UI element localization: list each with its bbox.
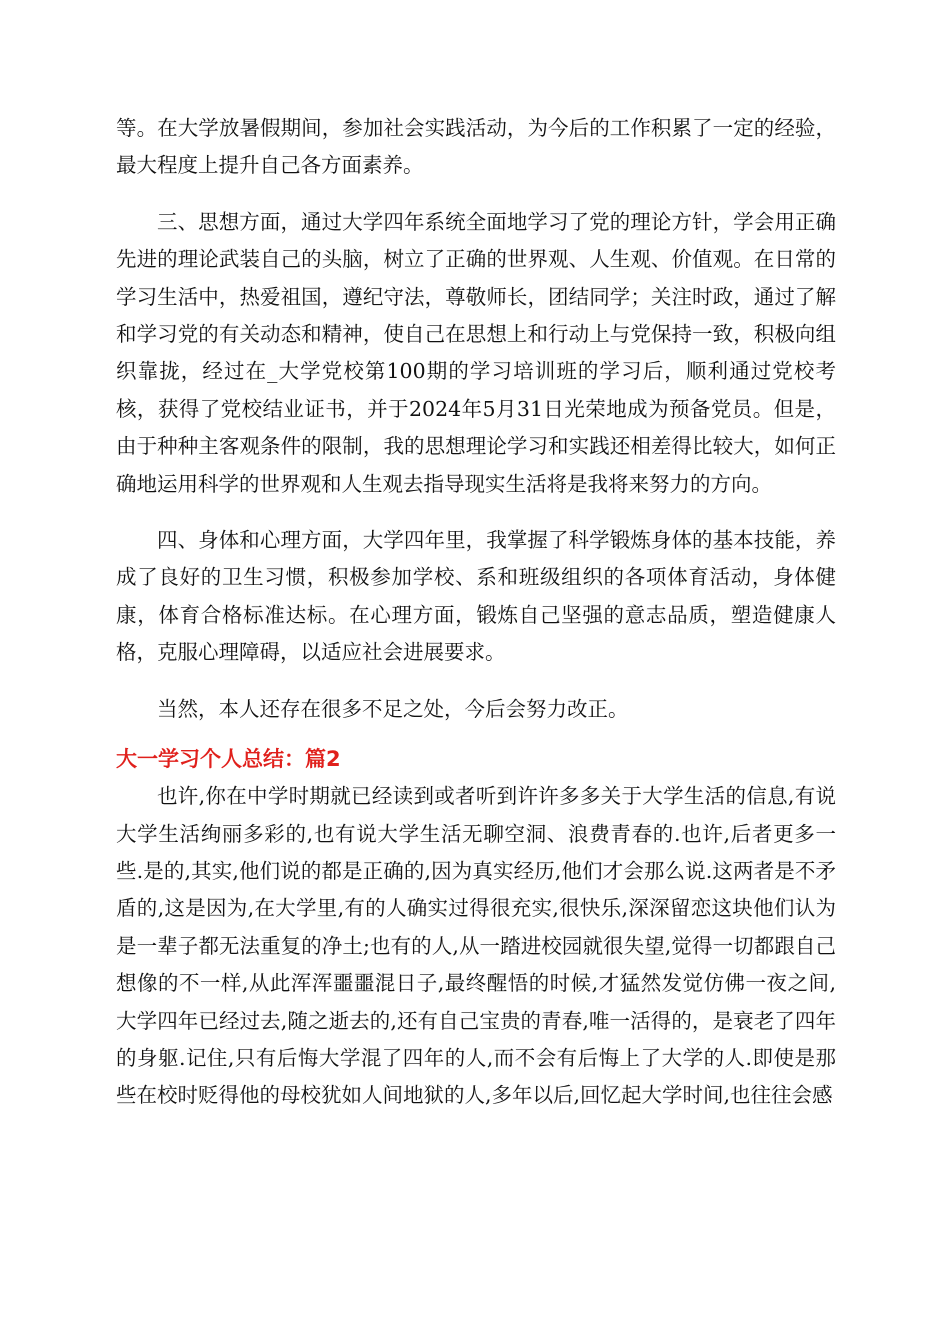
- document-page: [116, 110, 836, 1115]
- section-heading: 大一学习个人总结：篇2: [116, 747, 341, 772]
- paragraph-body-mind: 四、身体和心理方面，大学四年里，我掌握了科学锻炼身体的基本技能，养成了良好的卫生习惯，积极参加学校、系和班级组织的各项体育活动，身体健康，体育合格标准达标。在心理方面，锻炼自己坚强的意志品质，塑造健康人格，克服心理障碍，以适应社会进展要求。: [116, 528, 836, 665]
- paragraph-summer-practice: 等。在大学放暑假期间，参加社会实践活动，为今后的工作积累了一定的经验，最大程度上提升自己各方面素养。: [116, 116, 836, 178]
- paragraph-ideology: 三、思想方面，通过大学四年系统全面地学习了党的理论方针，学会用正确先进的理论武装自己的头脑，树立了正确的世界观、人生观、价值观。在日常的学习生活中，热爱祖国，遵纪守法，尊敬师长，团结同学；关注时政，通过了解和学习党的有关动态和精神，使自己在思想上和行动上与党保持一致，积极向组织靠拢，经过在_大学党校第100期的学习培训班的学习后，顺利通过党校考核，获得了党校结业证书，并于2024年5月31日光荣地成为预备党员。但是，由于种种主客观条件的限制，我的思想理论学习和实践还相差得比较大，如何正确地运用科学的世界观和人生观去指导现实生活将是我将来努力的方向。: [116, 209, 836, 496]
- paragraph-section2: 也许,你在中学时期就已经读到或者听到许许多多关于大学生活的信息,有说大学生活绚丽多彩的,也有说大学生活无聊空洞、浪费青春的.也许,后者更多一些.是的,其实,他们说的都是正确的,因为真实经历,他们才会那么说.这两者是不矛盾的,这是因为,在大学里,有的人确实过得很充实,很快乐,深深留恋这块他们认为是一辈子都无法重复的净土;也有的人,从一踏进校园就很失望,觉得一切都跟自己想像的不一样,从此浑浑噩噩混日子,最终醒悟的时候,才猛然发觉仿佛一夜之间,大学四年已经过去,随之逝去的,还有自己宝贵的青春,唯一活得的，是衰老了四年的身躯.记住,只有后悔大学混了四年的人,而不会有后悔上了大学的人.即使是那些在校时贬得他的母校犹如人间地狱的人,多年以后,回忆起大学时间,也往往会感: [116, 784, 836, 1108]
- paragraph-closing: 当然，本人还存在很多不足之处，今后会努力改正。: [157, 696, 629, 721]
